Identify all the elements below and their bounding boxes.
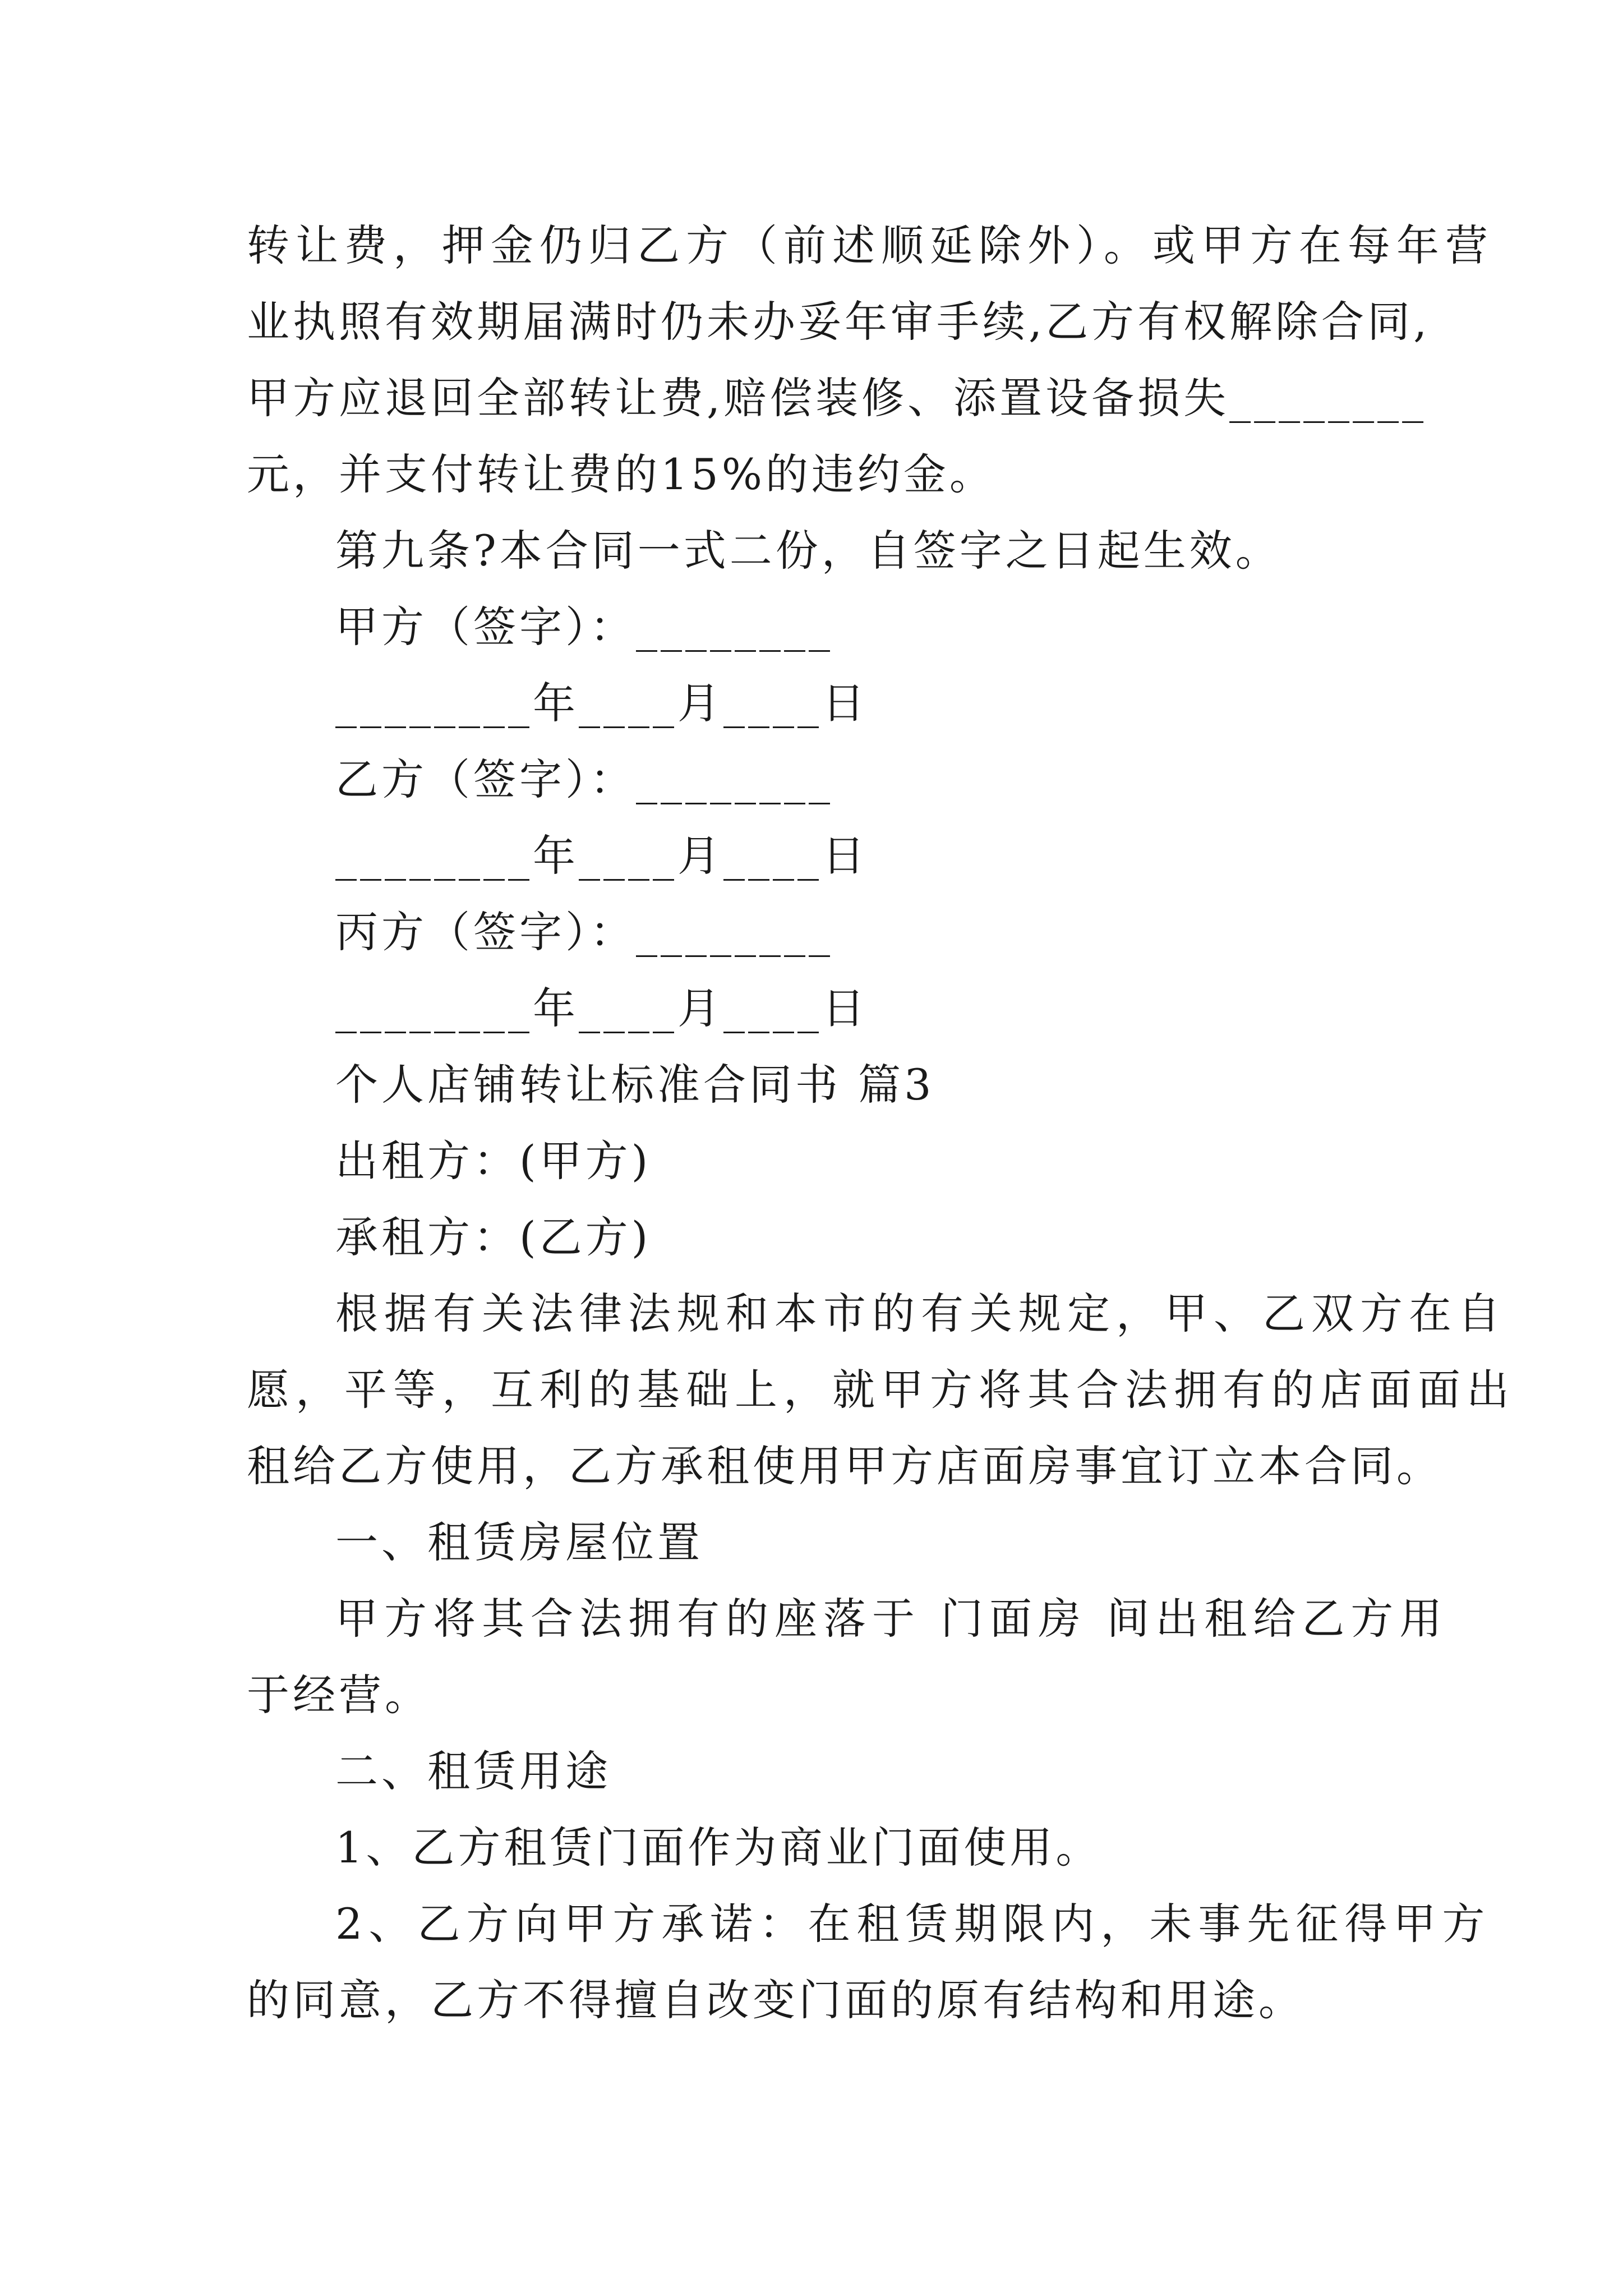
text-line-20: 于经营。 bbox=[247, 1670, 431, 1720]
clause-heading-2: 二、租赁用途 bbox=[335, 1746, 611, 1796]
clause-heading-1: 一、租赁房屋位置 bbox=[335, 1517, 703, 1567]
text-line-19: 甲方将其合法拥有的座落于 门面房 间出租给乙方用 bbox=[335, 1594, 1449, 1644]
text-line-17: 租给乙方使用，乙方承租使用甲方店面房事宜订立本合同。 bbox=[247, 1441, 1442, 1491]
text-line-16: 愿，平等，互利的基础上，就甲方将其合法拥有的店面面出 bbox=[247, 1365, 1515, 1415]
lessee-line: 承租方：(乙方) bbox=[335, 1212, 652, 1262]
date-line-party-b: ________年____月____日 bbox=[335, 831, 868, 881]
date-line-party-a: ________年____月____日 bbox=[335, 678, 868, 728]
text-line-23: 2、乙方向甲方承诺：在租赁期限内，未事先征得甲方 bbox=[335, 1899, 1491, 1949]
text-line-2: 业执照有效期届满时仍未办妥年审手续,乙方有权解除合同, bbox=[247, 297, 1431, 347]
signature-line-party-a: 甲方（签字）：________ bbox=[335, 602, 833, 652]
text-line-22: 1、乙方租赁门面作为商业门面使用。 bbox=[335, 1823, 1102, 1872]
text-line-5: 第九条?本合同一式二份，自签字之日起生效。 bbox=[335, 526, 1281, 576]
lessor-line: 出租方：(甲方) bbox=[335, 1136, 652, 1186]
signature-line-party-b: 乙方（签字）：________ bbox=[335, 754, 833, 804]
text-line-15: 根据有关法律法规和本市的有关规定，甲、乙双方在自 bbox=[335, 1289, 1506, 1338]
text-line-1: 转让费，押金仍归乙方（前述顺延除外）。或甲方在每年营 bbox=[247, 220, 1494, 270]
date-line-party-c: ________年____月____日 bbox=[335, 983, 868, 1033]
text-line-3: 甲方应退回全部转让费,赔偿装修、添置设备损失________ bbox=[247, 373, 1427, 423]
signature-line-party-c: 丙方（签字）：________ bbox=[335, 907, 833, 957]
text-line-24: 的同意，乙方不得擅自改变门面的原有结构和用途。 bbox=[247, 1975, 1304, 2025]
text-line-4: 元，并支付转让费的15%的违约金。 bbox=[247, 449, 995, 499]
section-heading: 个人店铺转让标准合同书 篇3 bbox=[335, 1060, 935, 1110]
